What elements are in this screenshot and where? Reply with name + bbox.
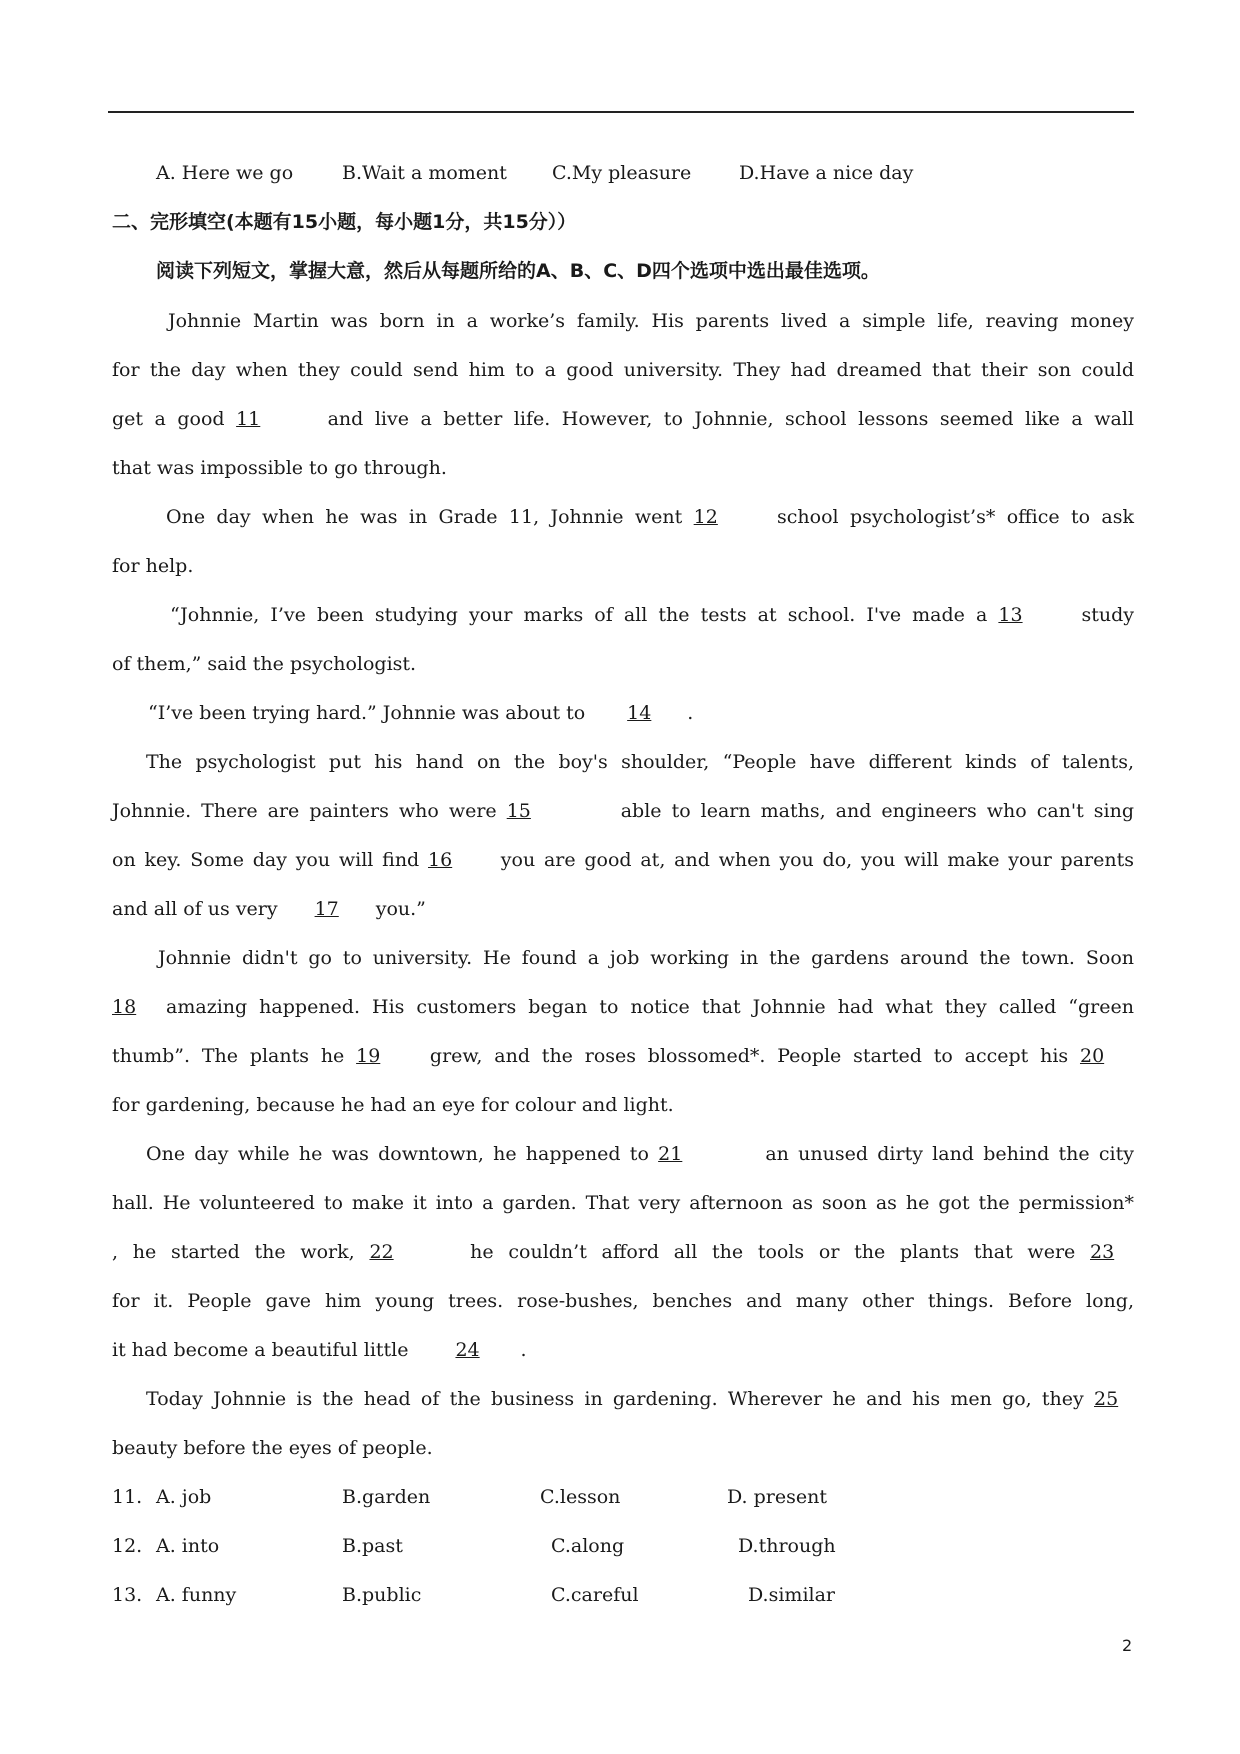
blank-13[interactable]: 13 xyxy=(998,604,1023,626)
passage-line: “I’ve been trying hard.” Johnnie was about to 14 . xyxy=(148,702,694,724)
option-b[interactable]: B.public xyxy=(342,1584,422,1606)
passage-line: 18 amazing happened. His customers began to notice that Johnnie had what they called “green xyxy=(112,996,1134,1018)
option-a[interactable]: A. job xyxy=(156,1486,212,1508)
header-rule xyxy=(108,111,1134,113)
blank-22[interactable]: 22 xyxy=(369,1241,394,1263)
passage-line: on key. Some day you will find 16 you are good at, and when you do, you will make your parents xyxy=(112,849,1134,871)
prev-option-c: C.My pleasure xyxy=(552,162,692,184)
blank-17[interactable]: 17 xyxy=(314,898,339,920)
blank-24[interactable]: 24 xyxy=(455,1339,480,1361)
blank-16[interactable]: 16 xyxy=(428,849,453,871)
question-number: 11. xyxy=(112,1486,143,1508)
passage-line: thumb”. The plants he 19 grew, and the roses blossomed*. People started to accept his 20 xyxy=(112,1043,1134,1069)
option-a[interactable]: A. into xyxy=(156,1535,220,1557)
passage-line: beauty before the eyes of people. xyxy=(112,1437,433,1459)
option-c[interactable]: C.lesson xyxy=(540,1486,621,1508)
blank-18[interactable]: 18 xyxy=(112,996,137,1018)
passage-line: for help. xyxy=(112,555,194,577)
option-d[interactable]: D.through xyxy=(738,1535,836,1557)
passage-line: and all of us very 17 you.” xyxy=(112,898,426,920)
blank-19[interactable]: 19 xyxy=(356,1045,381,1067)
blank-23[interactable]: 23 xyxy=(1090,1241,1115,1263)
question-number: 12. xyxy=(112,1535,143,1557)
blank-11[interactable]: 11 xyxy=(236,408,261,430)
option-c[interactable]: C.along xyxy=(551,1535,625,1557)
blank-21[interactable]: 21 xyxy=(658,1143,683,1165)
prev-option-a: A. Here we go xyxy=(156,162,294,184)
blank-25[interactable]: 25 xyxy=(1094,1388,1119,1410)
prev-option-d: D.Have a nice day xyxy=(739,162,914,184)
option-d[interactable]: D.similar xyxy=(748,1584,836,1606)
blank-12[interactable]: 12 xyxy=(693,506,718,528)
passage-line: it had become a beautiful little 24 . xyxy=(112,1339,527,1361)
passage-line: , he started the work, 22 he couldn’t afford all the tools or the plants that were 23 xyxy=(112,1239,1134,1265)
passage-line: of them,” said the psychologist. xyxy=(112,653,417,675)
passage-line: Johnnie Martin was born in a worke’s family. His parents lived a simple life, reaving money xyxy=(168,310,1134,332)
passage-line: for gardening, because he had an eye for colour and light. xyxy=(112,1094,674,1116)
blank-14[interactable]: 14 xyxy=(627,702,652,724)
passage-line: for the day when they could send him to a good university. They had dreamed that their son could xyxy=(112,359,1134,381)
passage-line: Today Johnnie is the head of the business in gardening. Wherever he and his men go, they 25 xyxy=(146,1386,1134,1412)
passage-line: for it. People gave him young trees. rose-bushes, benches and many other things. Before long, xyxy=(112,1290,1134,1312)
passage-line: that was impossible to go through. xyxy=(112,457,447,479)
passage-line: “Johnnie, I’ve been studying your marks of all the tests at school. I've made a 13 study xyxy=(170,604,1134,626)
blank-20[interactable]: 20 xyxy=(1079,1045,1105,1067)
option-b[interactable]: B.past xyxy=(342,1535,403,1557)
section-instruction: 阅读下列短文，掌握大意，然后从每题所给的A、B、C、D四个选项中选出最佳选项。 xyxy=(156,260,880,282)
question-number: 13. xyxy=(112,1584,143,1606)
option-c[interactable]: C.careful xyxy=(551,1584,639,1606)
page-number: 2 xyxy=(1122,1636,1133,1655)
passage-line: One day while he was downtown, he happened to 21 an unused dirty land behind the city xyxy=(146,1143,1134,1165)
passage-line: Johnnie didn't go to university. He found a job working in the gardens around the town. Soon xyxy=(158,947,1134,969)
option-b[interactable]: B.garden xyxy=(342,1486,431,1508)
passage-line: One day when he was in Grade 11, Johnnie went 12 school psychologist’s* office to ask xyxy=(166,506,1134,528)
option-a[interactable]: A. funny xyxy=(156,1584,237,1606)
prev-option-b: B.Wait a moment xyxy=(342,162,507,184)
passage-line: Johnnie. There are painters who were 15 able to learn maths, and engineers who can't sing xyxy=(112,800,1135,822)
passage-line: get a good 11 and live a better life. However, to Johnnie, school lessons seemed like a wall xyxy=(112,408,1134,430)
passage-line: hall. He volunteered to make it into a garden. That very afternoon as soon as he got the permission* xyxy=(112,1192,1134,1214)
option-d[interactable]: D. present xyxy=(727,1486,827,1508)
blank-15[interactable]: 15 xyxy=(506,800,531,822)
section-title: 二、完形填空(本题有15小题，每小题1分，共15分）） xyxy=(112,211,577,233)
passage-line: The psychologist put his hand on the boy's shoulder, “People have different kinds of talents, xyxy=(146,751,1134,773)
